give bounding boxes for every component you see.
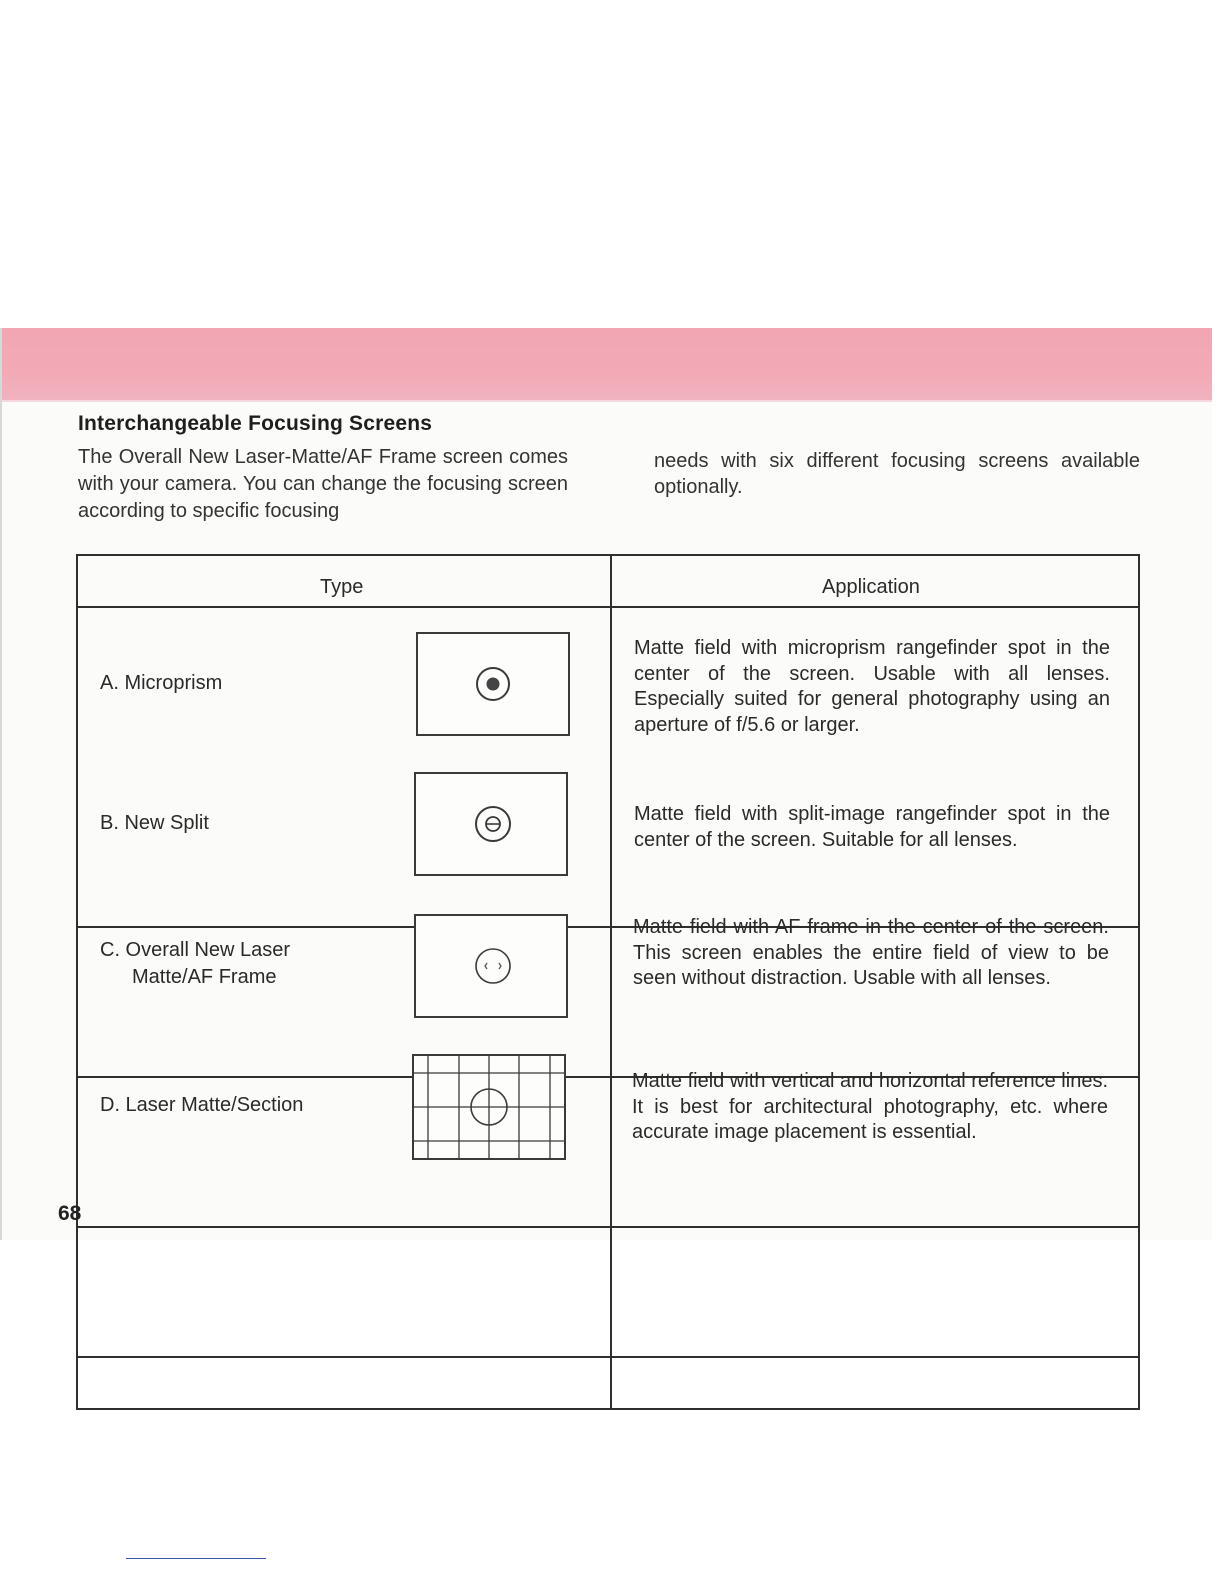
type-label-text: C. Overall New Laser (100, 939, 291, 961)
type-column-header: Type (320, 576, 364, 598)
type-label-d (100, 1092, 303, 1119)
application-text-c: Matte field with AF frame in the center of the screen. This screen enables the entire field of view to be seen without distraction. Usable with all lenses. (633, 916, 1109, 989)
section-heading: Interchangeable Focusing Screens (78, 412, 433, 435)
af-frame-screen-icon (414, 914, 568, 1018)
application-column-header: Application (822, 576, 920, 598)
type-label-text: D. Laser Matte/Section (100, 1094, 304, 1116)
type-label-text-line2: Matte/AF Frame (132, 966, 277, 988)
microprism-screen-icon (416, 632, 570, 736)
application-text-b: Matte field with split-image rangefinder spot in the center of the screen. Suitable for all lenses. (634, 803, 1110, 851)
type-label-c (100, 937, 290, 991)
page-number: 68 (58, 1202, 82, 1225)
type-label-text: B. New Split (100, 812, 209, 834)
application-text-a: Matte field with microprism rangefinder spot in the center of the screen. Usable with all lenses. Especially suited for general photography using an aperture of f/5.6 or larger. (634, 637, 1110, 736)
split-image-screen-icon (414, 772, 568, 876)
type-label-text: A. Microprism (100, 672, 223, 694)
section-grid-screen-icon (412, 1054, 566, 1160)
application-text-d: Matte field with vertical and horizontal reference lines. It is best for architectural photography, etc. where accurate image placement is essential. (632, 1070, 1108, 1143)
intro-paragraph-right: needs with six different focusing screens available optionally. (654, 450, 1140, 498)
footer-rule (126, 1558, 266, 1559)
type-label-b (100, 810, 209, 837)
type-label-a (100, 670, 222, 697)
intro-paragraph-left: The Overall New Laser-Matte/AF Frame screen comes with your camera. You can change the focusing screen according to specific focusing (78, 446, 568, 522)
